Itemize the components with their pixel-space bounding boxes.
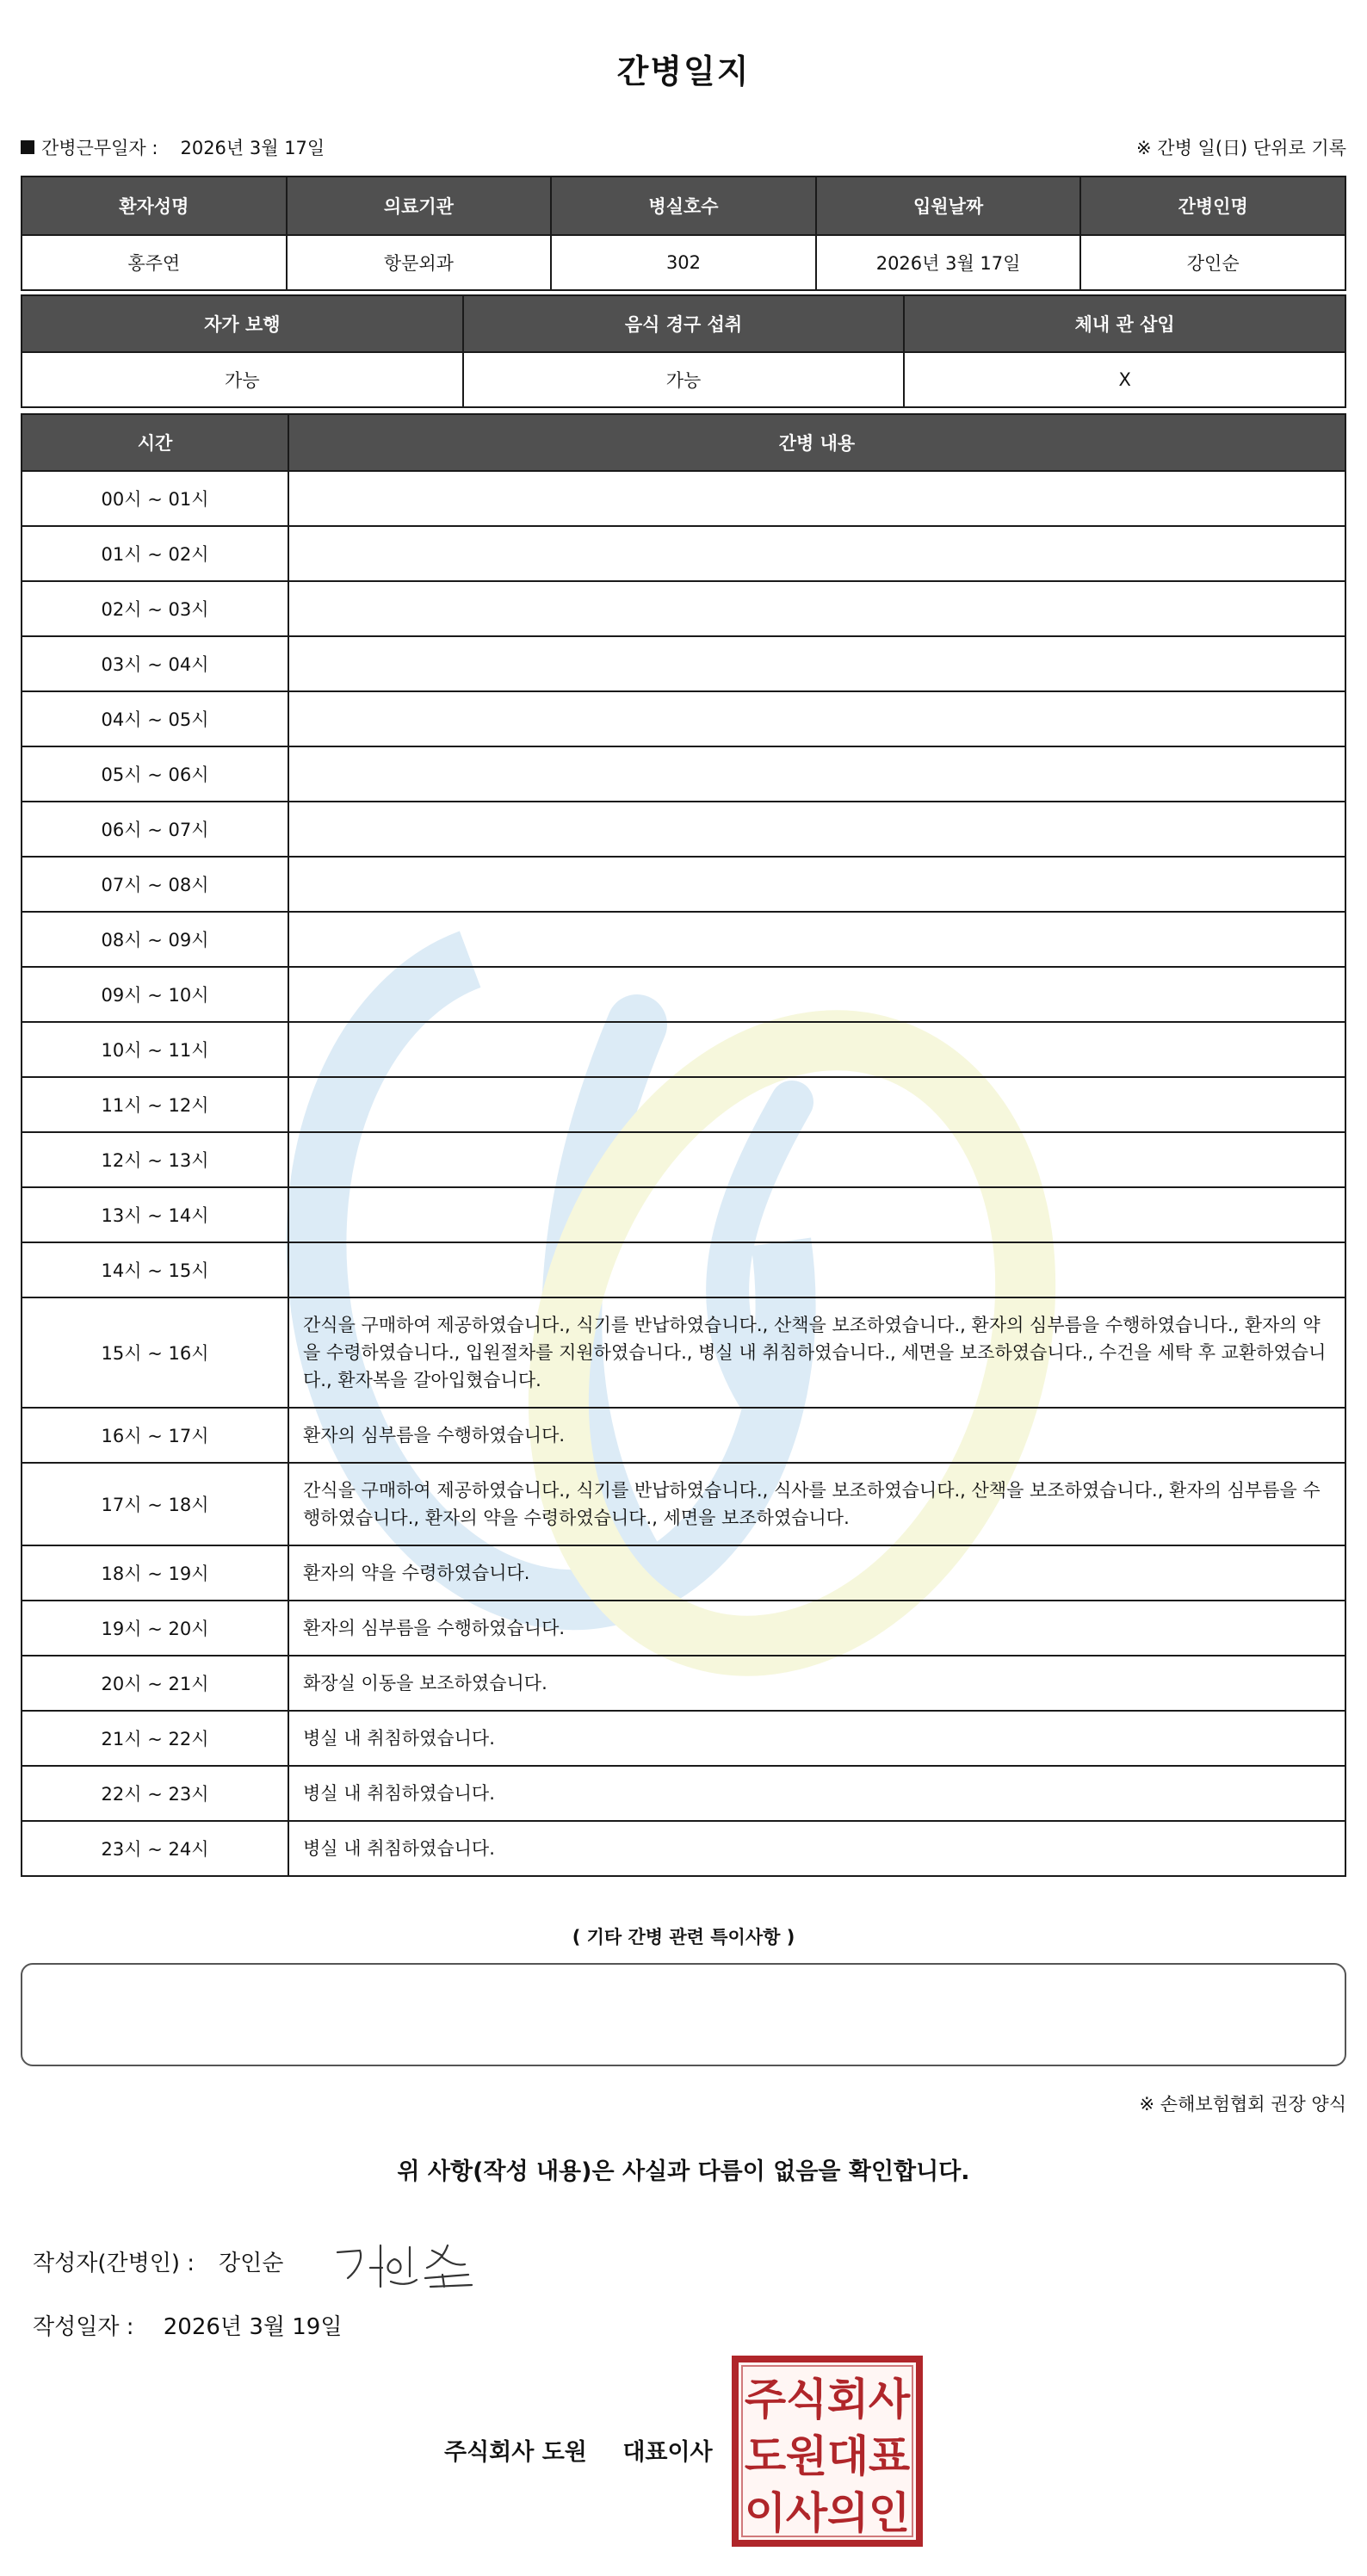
table-row bbox=[22, 857, 1345, 912]
svg-text:사: 사 bbox=[868, 2375, 911, 2424]
log-time-cell: 09시 ~ 10시 bbox=[22, 967, 288, 1022]
log-time-cell: 13시 ~ 14시 bbox=[22, 1187, 288, 1242]
recommend-note: ※ 손해보험협회 권장 양식 bbox=[1139, 2094, 1346, 2115]
log-time-cell: 19시 ~ 20시 bbox=[22, 1601, 288, 1656]
company-name: 주식회사 도원 bbox=[444, 2439, 587, 2466]
table-row bbox=[22, 1077, 1345, 1132]
author-name: 강인순 bbox=[219, 2251, 284, 2276]
table-row bbox=[22, 581, 1345, 636]
log-content-cell: 병실 내 취침하였습니다. bbox=[288, 1821, 1345, 1876]
table-row bbox=[22, 526, 1345, 581]
table-row bbox=[22, 1656, 1345, 1711]
svg-text:원: 원 bbox=[785, 2431, 828, 2481]
table-row bbox=[22, 1601, 1345, 1656]
log-time-cell: 07시 ~ 08시 bbox=[22, 857, 288, 912]
svg-text:회: 회 bbox=[826, 2375, 869, 2424]
svg-text:식: 식 bbox=[785, 2375, 828, 2424]
table-row bbox=[22, 1297, 1345, 1408]
table-row bbox=[22, 1408, 1345, 1463]
log-time-cell: 20시 ~ 21시 bbox=[22, 1656, 288, 1711]
table-row bbox=[22, 1187, 1345, 1242]
table-row bbox=[22, 1821, 1345, 1876]
log-time-cell: 05시 ~ 06시 bbox=[22, 746, 288, 802]
header-care-content: 간병 내용 bbox=[288, 414, 1345, 471]
log-content-cell bbox=[288, 471, 1345, 526]
svg-text:의: 의 bbox=[826, 2488, 869, 2538]
self-walking-value: 가능 bbox=[22, 352, 463, 407]
log-content-cell bbox=[288, 581, 1345, 636]
work-date-row bbox=[21, 134, 325, 160]
log-time-cell: 01시 ~ 02시 bbox=[22, 526, 288, 581]
log-content-cell bbox=[288, 1022, 1345, 1077]
table-row bbox=[22, 1545, 1345, 1601]
log-content-cell bbox=[288, 636, 1345, 691]
header-time: 시간 bbox=[22, 414, 288, 471]
table-row bbox=[22, 1242, 1345, 1297]
log-content-cell bbox=[288, 526, 1345, 581]
caregiver-name: 강인순 bbox=[1080, 235, 1345, 290]
log-content-cell bbox=[288, 691, 1345, 746]
log-time-cell: 11시 ~ 12시 bbox=[22, 1077, 288, 1132]
log-content-cell bbox=[288, 746, 1345, 802]
author-row bbox=[33, 2245, 283, 2277]
representative-title: 대표이사 bbox=[622, 2439, 713, 2466]
table-row bbox=[22, 1022, 1345, 1077]
oral-intake-value: 가능 bbox=[463, 352, 905, 407]
svg-text:인: 인 bbox=[868, 2488, 911, 2538]
written-date-row bbox=[33, 2309, 342, 2341]
table-row bbox=[22, 1132, 1345, 1187]
table-row bbox=[22, 1766, 1345, 1821]
log-time-cell: 15시 ~ 16시 bbox=[22, 1297, 288, 1408]
log-content-cell: 병실 내 취침하였습니다. bbox=[288, 1711, 1345, 1766]
svg-text:표: 표 bbox=[868, 2431, 911, 2481]
document-title: 간병일지 bbox=[616, 53, 751, 90]
log-time-cell: 12시 ~ 13시 bbox=[22, 1132, 288, 1187]
remarks-title: ( 기타 간병 관련 특이사항 ) bbox=[572, 1927, 795, 1947]
log-time-cell: 04시 ~ 05시 bbox=[22, 691, 288, 746]
admission-date: 2026년 3월 17일 bbox=[816, 235, 1081, 290]
room-number: 302 bbox=[551, 235, 816, 290]
table-row bbox=[22, 746, 1345, 802]
hospital: 항문외과 bbox=[287, 235, 552, 290]
svg-text:대: 대 bbox=[826, 2431, 869, 2481]
log-content-cell: 병실 내 취침하였습니다. bbox=[288, 1766, 1345, 1821]
table-row bbox=[22, 1463, 1345, 1545]
log-content-cell: 환자의 심부름을 수행하였습니다. bbox=[288, 1601, 1345, 1656]
table-row bbox=[22, 802, 1345, 857]
svg-text:이: 이 bbox=[744, 2488, 787, 2538]
log-content-cell: 환자의 심부름을 수행하였습니다. bbox=[288, 1408, 1345, 1463]
table-header-row bbox=[22, 176, 1345, 235]
svg-text:사: 사 bbox=[785, 2488, 828, 2538]
table-row bbox=[22, 352, 1345, 407]
log-content-cell bbox=[288, 1077, 1345, 1132]
table-row bbox=[22, 912, 1345, 967]
table-row bbox=[22, 636, 1345, 691]
log-content-cell bbox=[288, 967, 1345, 1022]
handwritten-signature bbox=[331, 2233, 486, 2294]
square-bullet-icon bbox=[21, 140, 34, 154]
table-row bbox=[22, 235, 1345, 290]
remarks-box bbox=[21, 1963, 1346, 2066]
table-header-row bbox=[22, 295, 1345, 352]
written-date-value: 2026년 3월 19일 bbox=[163, 2314, 343, 2340]
patient-status-table bbox=[21, 294, 1346, 408]
company-seal-stamp bbox=[730, 2354, 925, 2548]
log-time-cell: 17시 ~ 18시 bbox=[22, 1463, 288, 1545]
table-row bbox=[22, 1711, 1345, 1766]
work-date-label: 간병근무일자 : bbox=[41, 138, 158, 158]
log-time-cell: 18시 ~ 19시 bbox=[22, 1545, 288, 1601]
tube-insertion-value: X bbox=[904, 352, 1345, 407]
log-content-cell: 환자의 약을 수령하였습니다. bbox=[288, 1545, 1345, 1601]
log-content-cell bbox=[288, 1132, 1345, 1187]
care-log-table bbox=[21, 413, 1346, 1877]
author-label: 작성자(간병인) : bbox=[33, 2251, 195, 2276]
written-date-label: 작성일자 : bbox=[33, 2314, 134, 2340]
log-content-cell: 간식을 구매하여 제공하였습니다., 식기를 반납하였습니다., 산책을 보조하였습니다., 환자의 심부름을 수행하였습니다., 환자의 약을 수령하였습니다., 입원절차를 지원하였습니다., 병실 내 취침하였습니다., 세면을 보조하였습니다., 수건을 세탁 후 교환하였습니다., 환자복을 갈아입혔습니다. bbox=[288, 1297, 1345, 1408]
table-row bbox=[22, 471, 1345, 526]
log-time-cell: 21시 ~ 22시 bbox=[22, 1711, 288, 1766]
log-time-cell: 08시 ~ 09시 bbox=[22, 912, 288, 967]
log-content-cell bbox=[288, 802, 1345, 857]
company-row bbox=[444, 2433, 713, 2467]
log-time-cell: 06시 ~ 07시 bbox=[22, 802, 288, 857]
confirm-statement: 위 사항(작성 내용)은 사실과 다름이 없음을 확인합니다. bbox=[397, 2158, 970, 2185]
log-time-cell: 23시 ~ 24시 bbox=[22, 1821, 288, 1876]
work-date-value: 2026년 3월 17일 bbox=[180, 138, 325, 158]
table-header-row bbox=[22, 414, 1345, 471]
header-hospital: 의료기관 bbox=[287, 176, 552, 235]
table-row bbox=[22, 967, 1345, 1022]
unit-note: ※ 간병 일(日) 단위로 기록 bbox=[1136, 138, 1346, 158]
header-admission-date: 입원날짜 bbox=[816, 176, 1081, 235]
header-room: 병실호수 bbox=[551, 176, 816, 235]
header-self-walking: 자가 보행 bbox=[22, 295, 463, 352]
header-caregiver: 간병인명 bbox=[1080, 176, 1345, 235]
log-time-cell: 03시 ~ 04시 bbox=[22, 636, 288, 691]
log-content-cell bbox=[288, 857, 1345, 912]
patient-name: 홍주연 bbox=[22, 235, 287, 290]
table-row bbox=[22, 691, 1345, 746]
log-time-cell: 00시 ~ 01시 bbox=[22, 471, 288, 526]
patient-info-table bbox=[21, 176, 1346, 291]
log-content-cell bbox=[288, 1187, 1345, 1242]
log-time-cell: 02시 ~ 03시 bbox=[22, 581, 288, 636]
svg-text:도: 도 bbox=[744, 2431, 787, 2481]
log-content-cell bbox=[288, 1242, 1345, 1297]
header-oral-intake: 음식 경구 섭취 bbox=[463, 295, 905, 352]
log-time-cell: 22시 ~ 23시 bbox=[22, 1766, 288, 1821]
log-content-cell: 간식을 구매하여 제공하였습니다., 식기를 반납하였습니다., 식사를 보조하였습니다., 산책을 보조하였습니다., 환자의 심부름을 수행하였습니다., 환자의 약을 수령하였습니다., 세면을 보조하였습니다. bbox=[288, 1463, 1345, 1545]
log-time-cell: 14시 ~ 15시 bbox=[22, 1242, 288, 1297]
log-time-cell: 16시 ~ 17시 bbox=[22, 1408, 288, 1463]
header-patient-name: 환자성명 bbox=[22, 176, 287, 235]
header-tube-insertion: 체내 관 삽입 bbox=[904, 295, 1345, 352]
svg-text:주: 주 bbox=[744, 2375, 787, 2424]
log-content-cell: 화장실 이동을 보조하였습니다. bbox=[288, 1656, 1345, 1711]
log-content-cell bbox=[288, 912, 1345, 967]
log-time-cell: 10시 ~ 11시 bbox=[22, 1022, 288, 1077]
